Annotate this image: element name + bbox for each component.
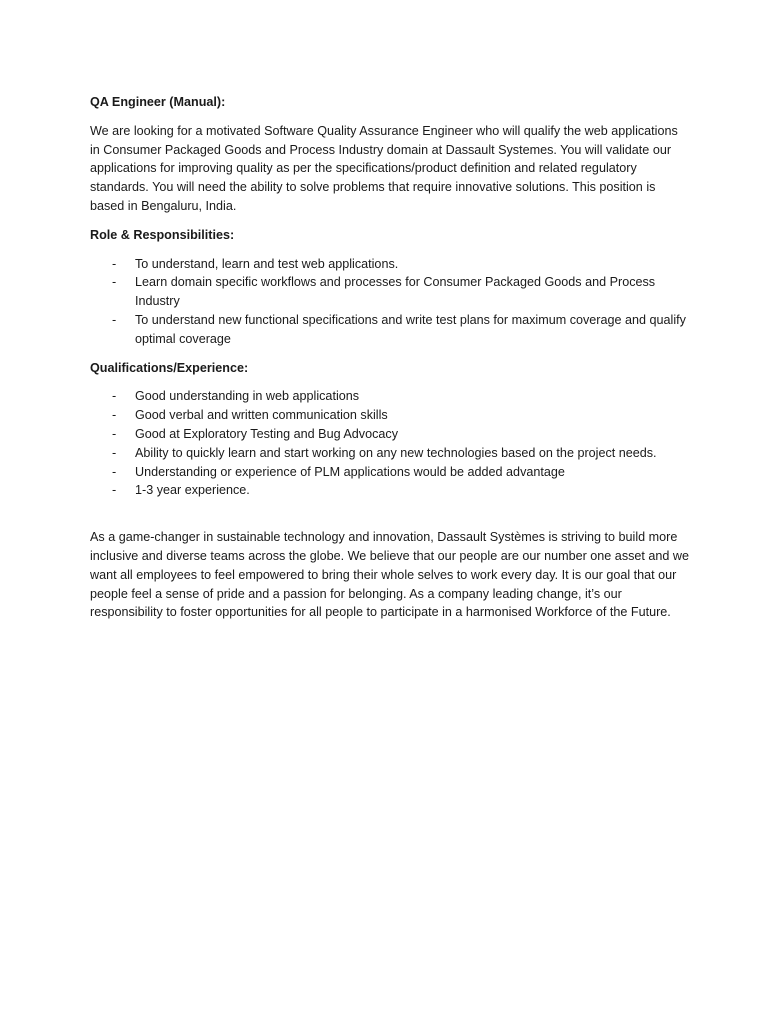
bullet-dash: - [112,445,117,460]
job-title: QA Engineer (Manual): [90,95,226,109]
closing-paragraph: As a game-changer in sustainable technology and innovation, Dassault Systèmes is striving to build more inclusive and diverse teams across the globe. We believe that our people are our number one asset and we want all employees to feel empowered to bring their whole selves to work every day. It is our goal that our people feel a sense of pride and a passion for belonging. As a company leading change, it’s our responsibility to foster opportunities for all people to participate in a harmonised Workforce of the Future. [90,530,690,620]
list-item-text: Ability to quickly learn and start working on any new technologies based on the project needs. [135,445,657,460]
list-item [90,425,690,444]
bullet-dash: - [112,389,117,404]
list-item-text: Good verbal and written communication skills [135,408,388,423]
list-item [90,273,690,311]
list-item-text: Understanding or experience of PLM applications would be added advantage [135,464,565,479]
intro-paragraph: We are looking for a motivated Software Quality Assurance Engineer who will qualify the web applications in Consumer Packaged Goods and Process Industry domain at Dassault Systemes. You will validate our applications for improving quality as per the specifications/product definition and related regulatory standards. You will need the ability to solve problems that require innovative solutions. This position is based in Bengaluru, India. [90,123,678,213]
list-item [90,255,690,274]
bullet-dash: - [112,256,117,271]
list-item-text: Good at Exploratory Testing and Bug Advocacy [135,426,398,441]
list-item [90,444,690,463]
qualifications-list [90,387,690,500]
list-item [90,387,690,406]
list-item-text: 1-3 year experience. [135,483,250,498]
roles-heading: Role & Responsibilities: [90,227,235,242]
bullet-dash: - [112,408,117,423]
list-item-text: To understand new functional specifications and write test plans for maximum coverage and qualify optimal coverage [135,312,686,346]
roles-list [90,255,690,349]
blank-line [90,510,690,528]
bullet-dash: - [112,464,117,479]
bullet-dash: - [112,483,117,498]
document-page [90,93,690,632]
list-item [90,463,690,482]
list-item [90,311,690,349]
bullet-dash: - [112,275,117,290]
list-item [90,481,690,500]
list-item [90,406,690,425]
bullet-dash: - [112,312,117,327]
bullet-dash: - [112,426,117,441]
qualifications-heading: Qualifications/Experience: [90,360,249,375]
list-item-text: Learn domain specific workflows and processes for Consumer Packaged Goods and Process Industry [135,275,656,309]
list-item-text: Good understanding in web applications [135,389,360,404]
list-item-text: To understand, learn and test web applications. [135,256,399,271]
